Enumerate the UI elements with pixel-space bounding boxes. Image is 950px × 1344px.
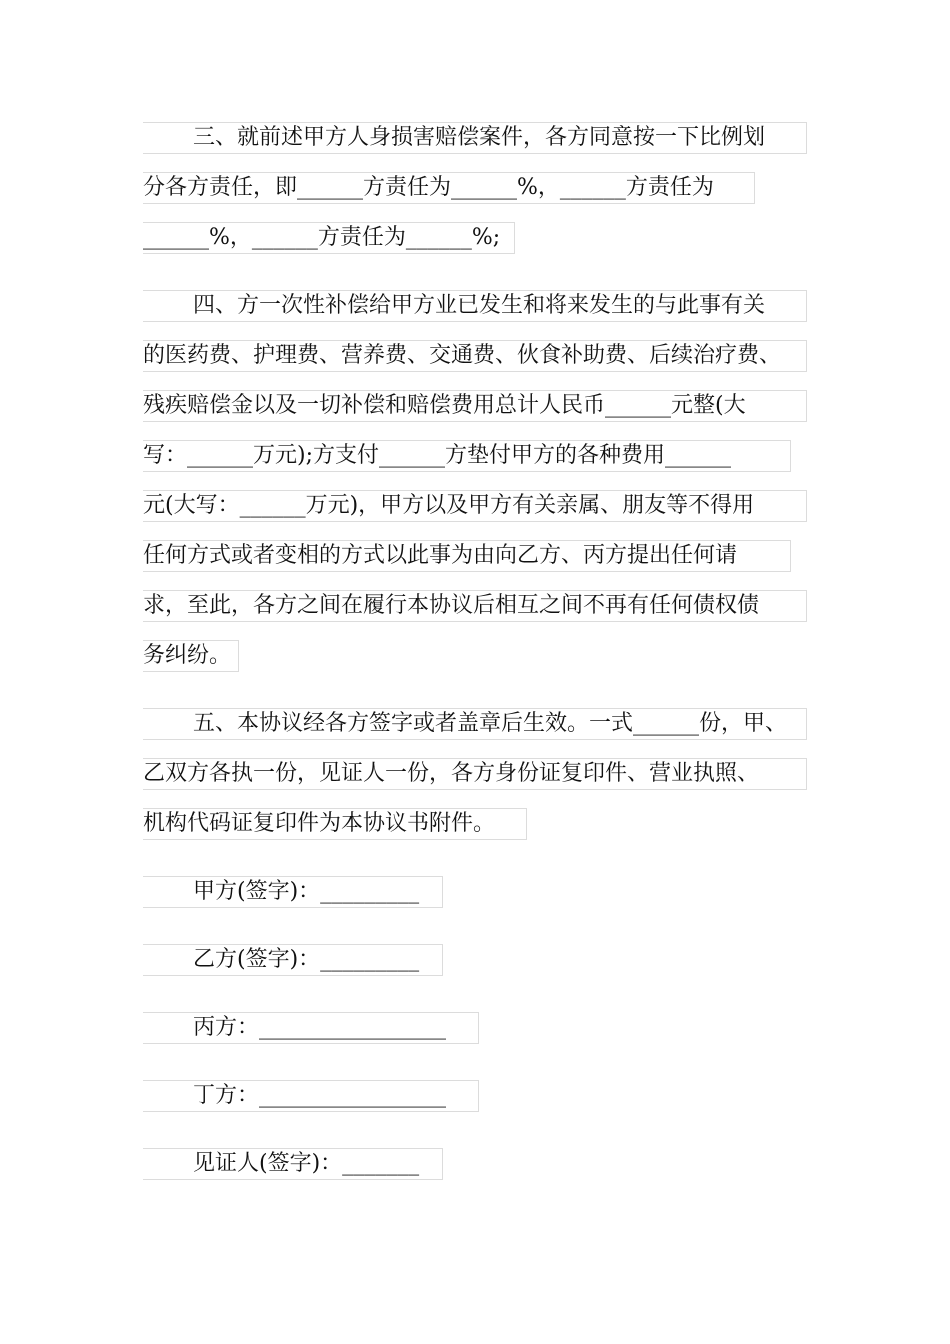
clause-4-line-8: 务纠纷。 — [143, 640, 239, 672]
signature-witness: 见证人(签字)：_______ — [143, 1148, 443, 1180]
signature-party-d: 丁方：_________________ — [143, 1080, 479, 1112]
signature-party-c: 丙方：_________________ — [143, 1012, 479, 1044]
signature-party-b: 乙方(签字)：_________ — [143, 944, 443, 976]
clause-4-line-6: 任何方式或者变相的方式以此事为由向乙方、丙方提出任何请 — [143, 540, 791, 572]
clause-5-line-3: 机构代码证复印件为本协议书附件。 — [143, 808, 527, 840]
clause-4-line-3: 残疾赔偿金以及一切补偿和赔偿费用总计人民币______元整(大 — [143, 390, 807, 422]
clause-3-line-1: 三、就前述甲方人身损害赔偿案件，各方同意按一下比例划 — [143, 122, 807, 154]
clause-3-line-3: ______%，______方责任为______%; — [143, 222, 515, 254]
clause-5-line-2: 乙双方各执一份，见证人一份，各方身份证复印件、营业执照、 — [143, 758, 807, 790]
signature-party-a: 甲方(签字)：_________ — [143, 876, 443, 908]
clause-5-line-1: 五、本协议经各方签字或者盖章后生效。一式______份，甲、 — [143, 708, 807, 740]
clause-4-line-7: 求，至此，各方之间在履行本协议后相互之间不再有任何债权债 — [143, 590, 807, 622]
clause-4-line-4: 写：______万元);方支付______方垫付甲方的各种费用______ — [143, 440, 791, 472]
clause-4-line-5: 元(大写：______万元)，甲方以及甲方有关亲属、朋友等不得用 — [143, 490, 807, 522]
clause-4-line-2: 的医药费、护理费、营养费、交通费、伙食补助费、后续治疗费、 — [143, 340, 807, 372]
clause-3-line-2: 分各方责任，即______方责任为______%，______方责任为 — [143, 172, 755, 204]
clause-4-line-1: 四、方一次性补偿给甲方业已发生和将来发生的与此事有关 — [143, 290, 807, 322]
